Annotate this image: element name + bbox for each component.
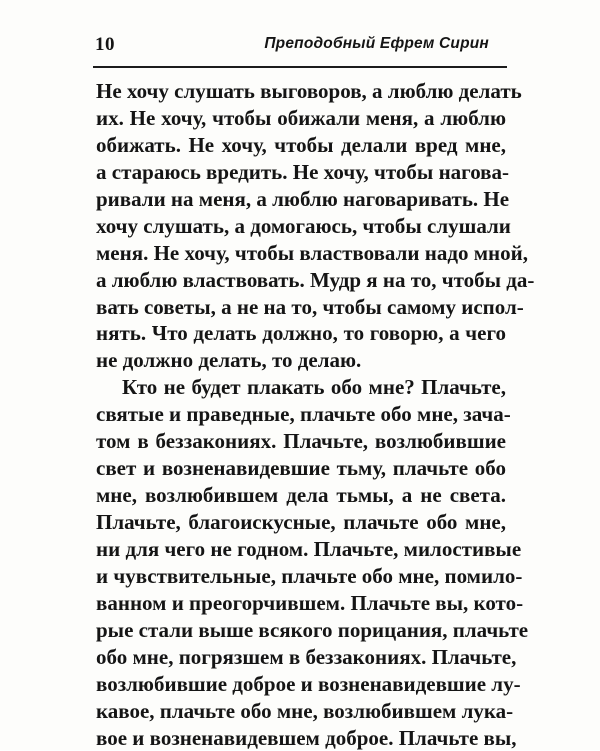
text-line: а стараюсь вредить. Не хочу, чтобы нагова- bbox=[96, 159, 506, 186]
text-line: обижать. Не хочу, чтобы делали вред мне, bbox=[96, 132, 506, 159]
running-title: Преподобный Ефрем Сирин bbox=[264, 35, 489, 53]
text-line: их. Не хочу, чтобы обижали меня, а люблю bbox=[96, 105, 506, 132]
text-line: нять. Что делать должно, то говорю, а чего bbox=[96, 320, 506, 347]
text-line: рые стали выше всякого порицания, плачьте bbox=[96, 617, 506, 644]
text-line: ривали на меня, а люблю наговаривать. Не bbox=[96, 186, 506, 213]
text-line: Не хочу слушать выговоров, а люблю делать bbox=[96, 78, 506, 105]
text-line: вое и возненавидевшем доброе. Плачьте вы, bbox=[96, 725, 506, 751]
text-line: Плачьте, благоискусные, плачьте обо мне, bbox=[96, 509, 506, 536]
page-number: 10 bbox=[95, 34, 115, 56]
text-line: не должно делать, то делаю. bbox=[96, 347, 506, 374]
text-line: хочу слушать, а домогаюсь, чтобы слушали bbox=[96, 213, 506, 240]
text-line: возлюбившие доброе и возненавидевшие лу- bbox=[96, 671, 506, 698]
text-line: ни для чего не годном. Плачьте, милостивые bbox=[96, 536, 506, 563]
text-line: обо мне, погрязшем в беззакониях. Плачьте, bbox=[96, 644, 506, 671]
text-line: и чувствительные, плачьте обо мне, помило- bbox=[96, 563, 506, 590]
text-line: а люблю властвовать. Мудр я на то, чтобы да- bbox=[96, 267, 506, 294]
text-line: Кто не будет плакать обо мне? Плачьте, bbox=[96, 374, 506, 401]
header-rule bbox=[93, 66, 507, 68]
text-line: святые и праведные, плачьте обо мне, зача- bbox=[96, 401, 506, 428]
text-line: меня. Не хочу, чтобы властвовали надо мной, bbox=[96, 240, 506, 267]
text-line: свет и возненавидевшие тьму, плачьте обо bbox=[96, 455, 506, 482]
text-line: том в беззакониях. Плачьте, возлюбившие bbox=[96, 428, 506, 455]
text-line: кавое, плачьте обо мне, возлюбившем лука- bbox=[96, 698, 506, 725]
text-line: мне, возлюбившем дела тьмы, а не света. bbox=[96, 482, 506, 509]
body-text bbox=[96, 78, 506, 751]
text-line: вать советы, а не на то, чтобы самому испол- bbox=[96, 294, 506, 321]
page-header bbox=[95, 34, 507, 58]
text-line: ванном и преогорчившем. Плачьте вы, кото- bbox=[96, 590, 506, 617]
